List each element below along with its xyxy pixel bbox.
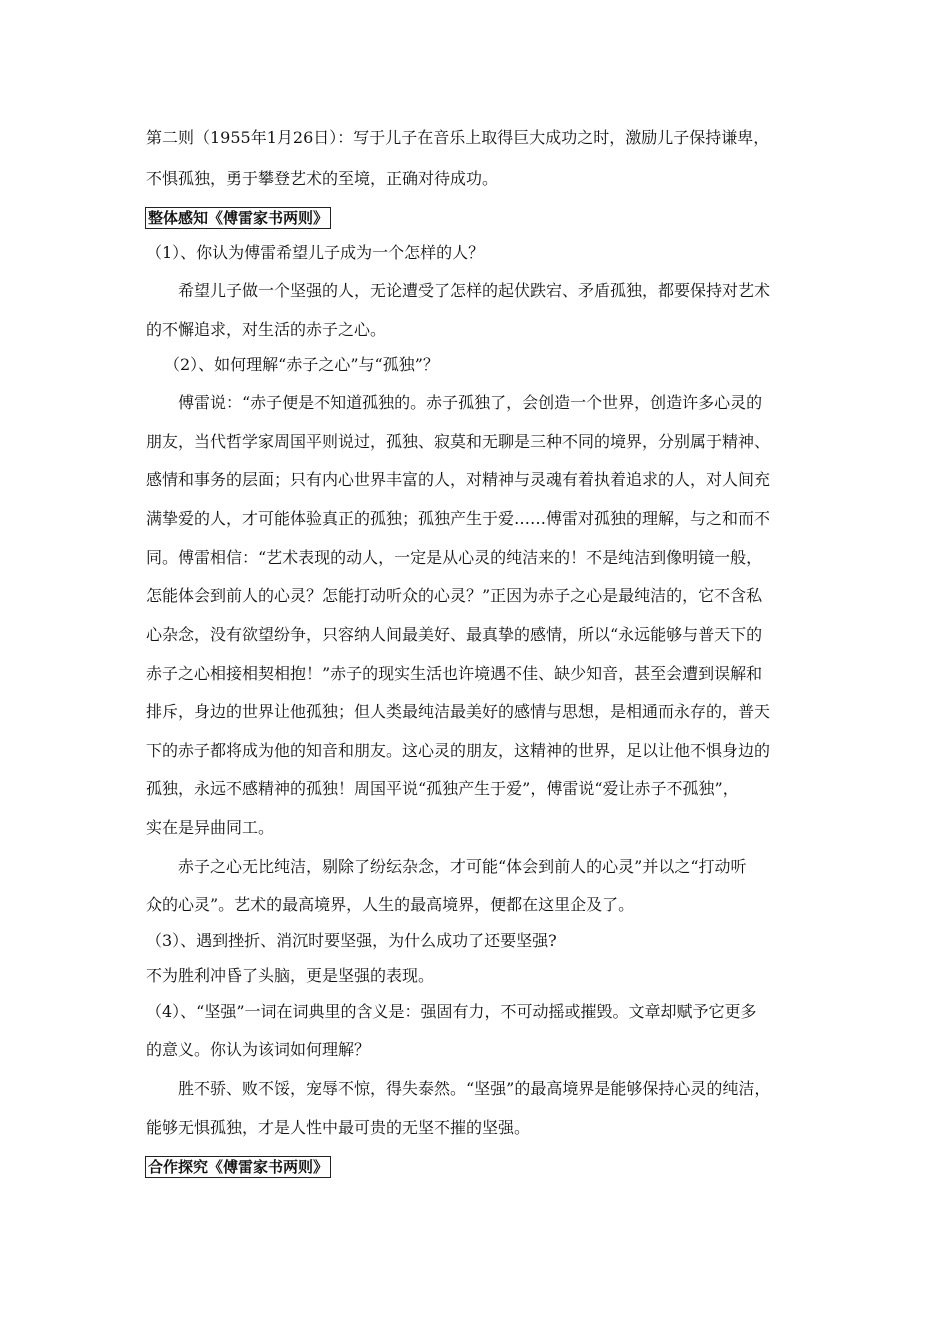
question-line: （4）、“坚强”一词在词典里的含义是：强固有力，不可动摇或摧毁。文章却赋予它更多 — [146, 1002, 757, 1021]
section-heading-overview: 整体感知《傅雷家书两则》 — [145, 207, 331, 229]
answer-line: 希望儿子做一个坚强的人，无论遭受了怎样的起伏跌宕、矛盾孤独，都要保持对艺术 — [178, 281, 771, 300]
answer-line: 实在是异曲同工。 — [146, 818, 275, 837]
answer-line: 胜不骄、败不馁，宠辱不惊，得失泰然。“坚强”的最高境界是能够保持心灵的纯洁， — [178, 1079, 771, 1098]
answer-line: 众的心灵”。艺术的最高境界，人生的最高境界，便都在这里企及了。 — [146, 895, 635, 914]
answer-line: 朋友，当代哲学家周国平则说过，孤独、寂莫和无聊是三种不同的境界，分别属于精神、 — [146, 432, 771, 451]
paragraph-line: 第二则（1955年1月26日）：写于儿子在音乐上取得巨大成功之时，激励儿子保持谦卑， — [146, 128, 770, 147]
question-line: （3）、遇到挫折、消沉时要坚强，为什么成功了还要坚强? — [146, 931, 557, 950]
answer-line: 满挚爱的人，才可能体验真正的孤独；孤独产生于爱……傅雷对孤独的理解，与之和而不 — [146, 509, 771, 528]
answer-line: 同。傅雷相信：“艺术表现的动人，一定是从心灵的纯洁来的！不是纯洁到像明镜一般， — [146, 548, 763, 567]
answer-line: 赤子之心无比纯洁，剔除了纷纭杂念，才可能“体会到前人的心灵”并以之“打动听 — [178, 857, 747, 876]
answer-line: 感情和事务的层面；只有内心世界丰富的人，对精神与灵魂有着执着追求的人，对人间充 — [146, 470, 771, 489]
answer-line: 赤子之心相接相契相抱！”赤子的现实生活也许境遇不佳、缺少知音，甚至会遭到误解和 — [146, 664, 763, 683]
answer-line: 怎能体会到前人的心灵？怎能打动听众的心灵？”正因为赤子之心是最纯洁的，它不含私 — [146, 586, 763, 605]
question-line: （1）、你认为傅雷希望儿子成为一个怎样的人？ — [146, 243, 485, 262]
answer-line: 下的赤子都将成为他的知音和朋友。这心灵的朋友，这精神的世界，足以让他不惧身边的 — [146, 741, 771, 760]
answer-line: 孤独，永远不感精神的孤独！周国平说“孤独产生于爱”，傅雷说“爱让赤子不孤独”， — [146, 779, 739, 798]
section-heading-cooperate: 合作探究《傅雷家书两则》 — [145, 1156, 331, 1178]
answer-line: 傅雷说：“赤子便是不知道孤独的。赤子孤独了，会创造一个世界，创造许多心灵的 — [178, 393, 763, 412]
paragraph-line: 不惧孤独，勇于攀登艺术的至境，正确对待成功。 — [146, 169, 499, 188]
question-line: 的意义。你认为该词如何理解？ — [146, 1040, 371, 1059]
question-line: （2）、如何理解“赤子之心”与“孤独”？ — [164, 355, 439, 374]
answer-line: 能够无惧孤独，才是人性中最可贵的无坚不摧的坚强。 — [146, 1118, 531, 1137]
answer-line: 的不懈追求，对生活的赤子之心。 — [146, 320, 387, 339]
answer-line: 不为胜利冲昏了头脑，更是坚强的表现。 — [146, 966, 435, 985]
answer-line: 排斥，身边的世界让他孤独；但人类最纯洁最美好的感情与思想，是相通而永存的，普天 — [146, 702, 771, 721]
answer-line: 心杂念，没有欲望纷争，只容纳人间最美好、最真挚的感情，所以“永远能够与普天下的 — [146, 625, 763, 644]
